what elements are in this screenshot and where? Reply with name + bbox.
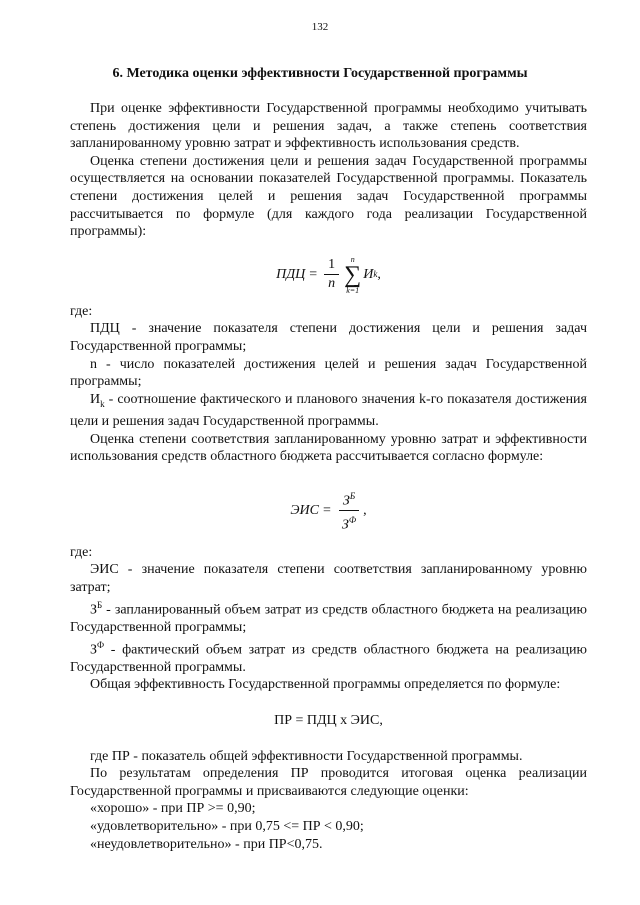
definition-ik-text: - соотношение фактического и планового значения k-го показателя достижения цели и решения задач Государственной программы. <box>70 391 587 430</box>
formula-pdc-denominator: n <box>328 276 336 292</box>
section-heading: 6. Методика оценки эффективности Государственной программы <box>112 66 528 81</box>
formula-pdc-tail: , <box>377 266 381 282</box>
definition-zf <box>70 637 587 677</box>
paragraph-pdc-method: Оценка степени достижения цели и решения задач Государственной программы осуществляется на основании показателей Государственной программы. Показатель степени достижения целей и решения задач Государственной программы рассчитывается по формуле (для каждого года реализации Государственной программы): <box>70 153 587 240</box>
definition-zf-text: - фактический объем затрат из средств областного бюджета на реализацию Государственной программы. <box>70 642 587 675</box>
formula-pdc <box>70 251 587 299</box>
formula-eis <box>70 486 587 536</box>
formula-eis-lhs: ЭИС <box>290 503 320 519</box>
formula-eis-den-symbol: З <box>341 518 349 534</box>
formula-pdc-fraction <box>324 256 339 293</box>
definition-ik-sub: k <box>100 398 105 409</box>
where-label-2: где: <box>70 544 93 560</box>
definition-zb-sup: Б <box>97 599 103 610</box>
formula-pdc-eq: = <box>309 266 318 282</box>
definition-eis: ЭИС - значение показателя степени соответствия запланированному уровню затрат; <box>70 562 587 596</box>
sum-upper-limit: n <box>350 254 355 264</box>
formula-pdc-term-sub: k <box>373 268 378 279</box>
rating-satisfactory: «удовлетворительно» - при 0,75 <= ПР < 0,90; <box>90 818 364 834</box>
body-text <box>70 100 587 853</box>
where-label-1: где: <box>70 303 93 319</box>
definition-zf-symbol: З <box>90 642 98 658</box>
definition-zb-symbol: З <box>90 602 98 618</box>
paragraph-ratings-intro: По результатам определения ПР проводится итоговая оценка реализации Государственной программы и присваиваются следующие оценки: <box>70 766 587 799</box>
rating-good: «хорошо» - при ПР >= 0,90; <box>90 801 256 817</box>
formula-eis-denominator <box>338 511 360 535</box>
formula-pdc-term: И <box>363 266 374 282</box>
formula-eis-fraction <box>338 487 360 535</box>
definition-zb-text: - запланированный объем затрат из средств областного бюджета на реализацию Государственной программы; <box>70 602 587 635</box>
definition-ik <box>70 391 587 431</box>
paragraph-intro: При оценке эффективности Государственной программы необходимо учитывать степень достижения цели и решения задач, а также степень соответствия запланированному уровню затрат и эффективность использования средств. <box>70 101 587 152</box>
formula-pdc-numerator: 1 <box>324 256 339 275</box>
formula-eis-eq: = <box>323 503 331 519</box>
paragraph-eis-method: Оценка степени соответствия запланированному уровню затрат и эффективности использования средств областного бюджета рассчитывается согласно формуле: <box>70 431 587 465</box>
formula-pr: ПР = ПДЦ х ЭИС, <box>274 712 383 728</box>
definition-pr: где ПР - показатель общей эффективности Государственной программы. <box>90 748 523 764</box>
rating-unsatisfactory: «неудовлетворительно» - при ПР<0,75. <box>90 836 323 852</box>
formula-eis-tail: , <box>363 503 367 519</box>
formula-eis-num-symbol: З <box>342 493 350 509</box>
formula-eis-numerator <box>339 487 359 512</box>
definition-ik-symbol: И <box>90 391 101 407</box>
formula-eis-den-sup: Ф <box>348 515 357 526</box>
sigma-icon: ∑ <box>344 261 362 288</box>
definition-n: n - число показателей достижения целей и решения задач Государственной программы; <box>70 356 587 390</box>
definition-pdc: ПДЦ - значение показателя степени достижения цели и решения задач Государственной программы; <box>70 321 587 354</box>
formula-pdc-lhs: ПДЦ <box>276 266 306 282</box>
formula-eis-num-sup: Б <box>349 490 356 501</box>
page-number: 132 <box>311 21 329 33</box>
definition-zb <box>70 597 587 637</box>
sum-lower-limit: k=1 <box>346 285 360 295</box>
definition-zf-sup: Ф <box>97 639 105 650</box>
sum-sign <box>344 255 361 295</box>
paragraph-pr-method: Общая эффективность Государственной программы определяется по формуле: <box>90 677 561 693</box>
